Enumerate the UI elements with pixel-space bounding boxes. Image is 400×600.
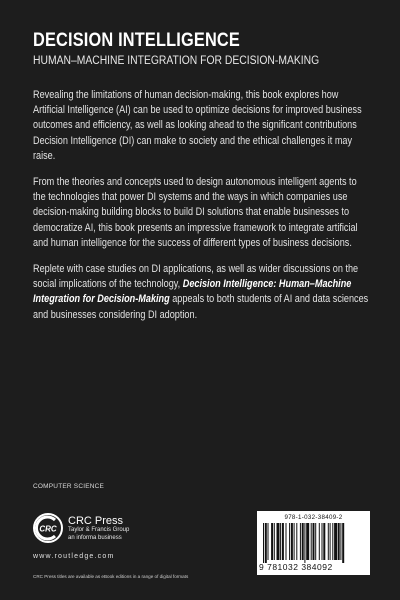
book-subtitle: HUMAN–MACHINE INTEGRATION FOR DECISION-MAKING bbox=[33, 55, 320, 67]
publisher-website[interactable]: www.routledge.com bbox=[33, 553, 115, 560]
publisher-business: an informa business bbox=[68, 534, 122, 541]
publisher-group: Taylor & Francis Group bbox=[68, 527, 130, 533]
blurb-book-title-emphasis: Decision Intelligence: Human–Machine Integration for Decision-Making bbox=[33, 278, 352, 306]
barcode-bar bbox=[322, 523, 323, 560]
barcode-bar bbox=[338, 523, 340, 560]
barcode-bar bbox=[291, 523, 293, 560]
barcode-bar bbox=[328, 523, 329, 560]
crc-logo-icon bbox=[33, 513, 63, 543]
isbn-barcode bbox=[257, 511, 370, 575]
barcode-bar bbox=[289, 523, 290, 560]
barcode-bar bbox=[268, 523, 269, 560]
barcode-bar bbox=[282, 523, 284, 560]
blurb-paragraph-2: From the theories and concepts used to design autonomous intelligent agents to the technologies that power DI systems and the ways in which companies use decision-making building blocks to build DI solutions that enable businesses to democratize AI, this book presents an impressive framework to integrate artificial and human intelligence for the success of different types of business decisions. bbox=[33, 176, 358, 249]
barcode-bars bbox=[263, 523, 364, 563]
barcode-bar bbox=[342, 523, 344, 563]
barcode-bar bbox=[332, 523, 333, 560]
blurb-paragraph-1: Revealing the limitations of human decision-making, this book explores how Artificial Intelligence (AI) can be used to optimize decisions for improved business outcomes and efficiency, as well as looking ahead to the significant contributions Decision Intelligence (DI) can make to society and the ethical challenges it may raise. bbox=[33, 89, 362, 162]
barcode-bar bbox=[294, 523, 295, 560]
barcode-bar bbox=[315, 523, 316, 560]
barcode-bar bbox=[313, 523, 315, 560]
barcode-bar bbox=[277, 523, 280, 560]
blurb-paragraph-3-end: appeals to both students of AI and data sciences and businesses considering DI adoption. bbox=[33, 293, 369, 321]
subject-category: COMPUTER SCIENCE bbox=[33, 483, 105, 490]
barcode-bar bbox=[319, 523, 320, 560]
barcode-bar bbox=[300, 523, 301, 560]
barcode-bar bbox=[263, 523, 264, 563]
barcode-bar bbox=[274, 523, 275, 560]
barcode-bar bbox=[280, 523, 281, 560]
barcode-bar bbox=[334, 523, 337, 560]
barcode-bar bbox=[271, 523, 273, 560]
barcode-bar bbox=[330, 523, 331, 560]
crc-logo-text: CRC bbox=[39, 524, 57, 534]
ebook-availability-note: CRC Press titles are available as eBook editions in a range of digital formats bbox=[33, 574, 189, 579]
barcode-bar bbox=[265, 523, 267, 563]
blurb bbox=[33, 88, 368, 334]
publisher-name: CRC Press bbox=[68, 515, 124, 527]
barcode-bar bbox=[306, 523, 309, 560]
blurb-paragraph-3-start: Replete with case studies on DI applications, as well as wider discussions on the social implications of the technology, bbox=[33, 263, 359, 291]
blurb-paragraph-3 bbox=[33, 262, 368, 323]
barcode-bar bbox=[323, 523, 325, 560]
isbn-digits: 9 781032 384092 bbox=[259, 562, 333, 572]
isbn-label: 978-1-032-38409-2 bbox=[284, 514, 343, 521]
barcode-bar bbox=[302, 523, 304, 560]
barcode-bar bbox=[286, 523, 287, 560]
publisher-block bbox=[68, 515, 129, 542]
book-title: DECISION INTELLIGENCE bbox=[33, 30, 240, 51]
barcode-bar bbox=[304, 523, 305, 563]
barcode-bar bbox=[296, 523, 297, 560]
barcode-bar bbox=[340, 523, 341, 560]
barcode-bar bbox=[311, 523, 312, 560]
